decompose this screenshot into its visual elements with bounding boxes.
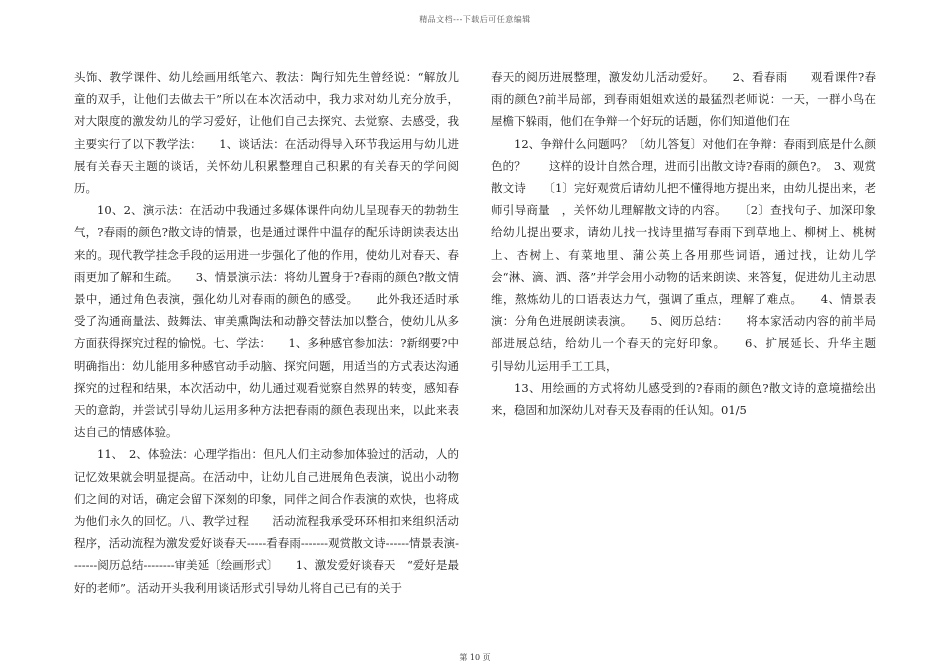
page-number: 第 10 页 [459,653,491,662]
right-paragraph-3: 13、用绘画的方式将幼儿感受到的?春雨的颜色?散文诗的意境描绘出来，稳固和加深幼儿对春天及春雨的任认知。01/5 [491,380,876,418]
right-paragraph-1: 春天的阅历进展整理，激发幼儿活动爱好。 2、看春雨 观看课件?春雨的颜色?前半局部，到春雨姐姐欢送的最猛烈老师说：一天，一群小鸟在屋檐下躲雨，他们在争辩一个好玩的话题，你们知道他们在 [491,70,876,129]
left-paragraph-1: 头饰、教学课件、幼儿绘画用纸笔六、教法：陶行知先生曾经说：“解放儿童的双手，让他们去做去干”所以在本次活动中，我力求对幼儿充分放手，对大限度的激发幼儿的学习爱好，让他们自己去探究、去觉察、去感受，我主要实行了以下教学法： 1、谈话法：在活动得导入环节我运用与幼儿进展有关春天主题的谈话，关怀幼儿积累整理自己积累的有关春天的学问阅历。 [74,70,459,196]
right-paragraph-2: 12、争辩什么问题吗？〔幼儿答复〕对他们在争辩：春雨到底是什么颜色的？ 这样的设计自然合理，进而引出散文诗?春雨的颜色?。 3、观赏散文诗 〔1〕完好观赏后请幼儿把不懂得地方提出来，由幼儿提出来，老师引导商量 ，关怀幼儿理解散文诗的内容。 〔2〕查找句子、加深印象 给幼儿提出要求，请幼儿找一找诗里描写春雨下到草地上、柳树上、桃树上、杏树上、有菜地里、蒲公英上各用那些词语，通过找，让幼儿学会“淋、滴、洒、落”并学会用小动物的话来朗读、来答复，促进幼儿主动思维，熬炼幼儿的口语表达力气，强调了重点，理解了难点。 4、情景表演：分角色进展朗读表演。 5、阅历总结： 将本家活动内容的前半局部进展总结，给幼儿一个春天的完好印象。 6、扩展延长、升华主题 引导幼儿运用手工工具， [491,136,899,373]
left-paragraph-2: 10、2、演示法：在活动中我通过多媒体课件向幼儿呈现春天的勃勃生气，?春雨的颜色?散文诗的情景，也是通过课件中温存的配乐诗朗读表达出来的。现代教学挂念手段的运用进一步强化了他的作用，使幼儿对春天、春雨更加了解和生疏。 3、情景演示法：将幼儿置身于?春雨的颜色?散文情景中，通过角色表演，强化幼儿对春雨的颜色的感受。 此外我还适时承受了沟通商量法、鼓舞法、审美熏陶法和动静交替法加以整合，使幼儿从多方面获得探究过程的愉悦。七、学法： 1、多种感官参加法：?新纲要?中明确指出：幼儿能用多种感官动手动脑、探究问题，用适当的方式表达沟通探究的过程和结果，本次活动中，幼儿通过观看觉察自然界的转变，感知春天的意韵，并尝试引导幼儿运用多种方法把春雨的颜色表现出来，以此来表达自己的情感体验。 [74,203,459,440]
right-column [491,66,899,421]
page-header: 精品文档---下载后可任意编辑 [419,15,531,24]
left-column [74,66,459,599]
left-paragraph-3: 11、 2、体验法：心理学指出：但凡人们主动参加体验过的活动，人的记忆效果就会明显提高。在活动中，让幼儿自己进展角色表演，说出小动物们之间的对话，确定会留下深刻的印象，同伴之间合作表演的欢快，也将成为他们永久的回忆。八、教学过程 活动流程我承受环环相扣来组织活动程序，活动流程为激发爱好谈春天-----看春雨-------观赏散文诗------情景表演-------阅历总结--------审美延〔绘画形式〕 1、激发爱好谈春天 “爱好是最好的老师”。活动开头我利用谈话形式引导幼儿将自己已有的关于 [74,447,459,595]
